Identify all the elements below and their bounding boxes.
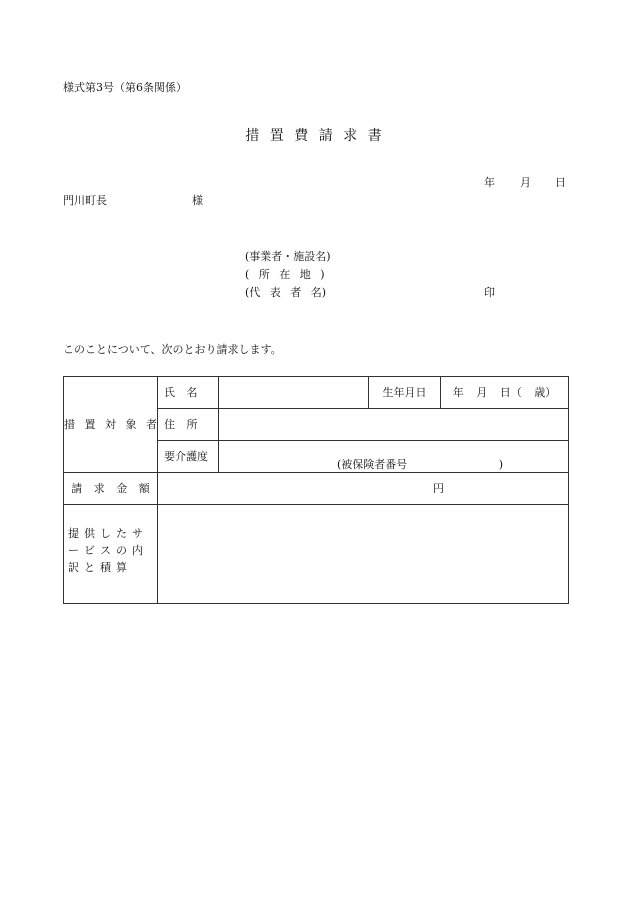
seal-mark: 印 (484, 286, 495, 299)
addressee-name: 門川町長 (63, 194, 107, 207)
amount-field[interactable] (158, 473, 569, 505)
care-level-field[interactable] (219, 441, 569, 473)
services-row (64, 505, 569, 604)
insured-number-label: (被保険者番号 ) (337, 458, 504, 471)
services-label: 提供したサービスの内訳と積算 (64, 505, 158, 604)
business-address-label: ( 所 在 地 ) (245, 268, 325, 281)
date-year-label: 年 (484, 176, 495, 189)
addressee-honorific: 様 (192, 194, 203, 207)
document-title: 措 置 費 請 求 書 (245, 128, 385, 144)
address-field[interactable] (219, 409, 569, 441)
services-field[interactable] (158, 505, 569, 604)
name-label: 氏 名 (158, 377, 219, 409)
dob-field[interactable]: 年 月 日（ 歳） (441, 377, 569, 409)
date-day-label: 日 (555, 176, 566, 189)
amount-label: 請 求 金 額 (64, 473, 158, 505)
name-field[interactable] (219, 377, 369, 409)
date-month-label: 月 (520, 176, 531, 189)
amount-row (64, 473, 569, 505)
business-name-label: (事業者・施設名) (245, 250, 331, 263)
representative-name-label: (代 表 者 名) (245, 286, 327, 299)
intro-text: このことについて、次のとおり請求します。 (63, 343, 282, 356)
subject-header: 措 置 対 象 者 (64, 377, 158, 473)
claim-table (63, 376, 569, 604)
address-label: 住 所 (158, 409, 219, 441)
amount-unit: 円 (433, 482, 444, 495)
form-number: 様式第3号（第6条関係） (63, 81, 187, 94)
care-level-label: 要介護度 (158, 441, 219, 473)
dob-label: 生年月日 (369, 377, 441, 409)
name-row (64, 377, 569, 409)
